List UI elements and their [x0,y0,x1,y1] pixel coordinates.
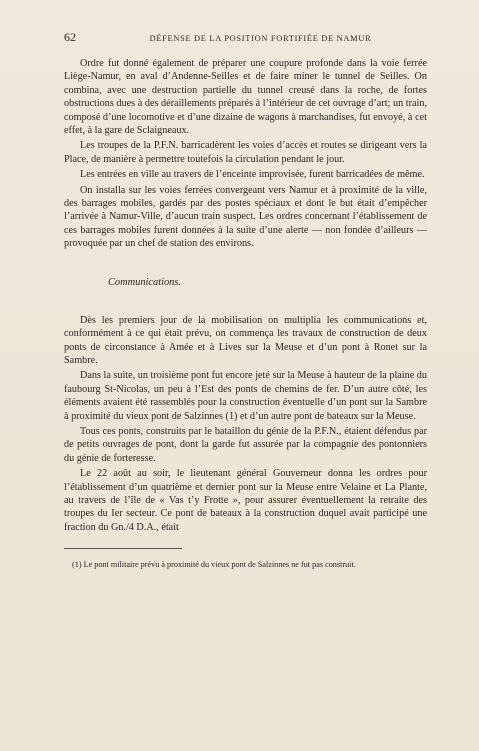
paragraph: Dans la suite, un troisième pont fut encore jeté sur la Meuse à hauteur de la plaine du faubourg St-Nicolas, un peu à l’Est des ponts de chemins de fer. D’un autre côté, les éléments avaient été rassemblés pour la construction éventuelle d’un pont sur la Sambre à proximité du vieux pont de Salzinnes (1) et d’un autre pont de bateaux sur la Meuse. [64,370,427,422]
paragraph: On installa sur les voies ferrées convergeant vers Namur et à proximité de la ville, des barrages mobiles, gardés par des postes spéciaux et dont le but était d’empêcher l’arrivée à Namur-Ville, d’aucun train suspect. Les ordres concernant l’établissement de ces barrages mobiles furent données à la suite d’une alerte — non fondée d’ailleurs — provoquée par un chef de station des environs. [64,184,427,250]
footnote-divider [64,548,182,549]
page-header [64,30,427,45]
section-title: Communications. [108,276,182,288]
paragraph: Ordre fut donné également de préparer une coupure profonde dans la voie ferrée Liège-Namur, en aval d’Andenne-Seilles et de faire miner le tunnel de Seilles. On combina, avec une destruction partielle du tunnel creusé dans la roche, de fortes obstructions dues à des déraillements préparés à l’intérieur de cet ouvrage d’art; un train, composé d’une locomotive et d’une dizaine de wagons à marchandises, fut envoyé, à cet effet, à la gare de Sclaigneaux. [64,58,427,137]
paragraph: Le 22 août au soir, le lieutenant général Gouverneur donna les ordres pour l’établissement d’un quatrième et dernier pont sur la Meuse entre Velaine et La Plante, au travers de l’île de « Vas t’y Frotte », pour assurer éventuellement la retraite des troupes du Ier secteur. Ce pont de bateaux à la construction duquel avait participé une fraction du Gn./4 D.A., était [64,468,427,533]
footnote: (1) Le pont militaire prévu à proximité du vieux pont de Salzinnes ne fut pas construit. [72,560,356,570]
paragraph: Les entrées en ville au travers de l’enceinte improvisée, furent barricadées de même. [80,169,425,181]
paragraph: Tous ces ponts, construits par le bataillon du génie de la P.F.N., étaient défendus par de petits ouvrages de pont, dont la garde fut assurée par la compagnie des pontonniers du génie de forteresse. [64,425,427,464]
paragraph: Les troupes de la P.F.N. barricadèrent les voies d’accès et routes se dirigeant vers la Place, de manière à permettre toutefois la circulation pendant le jour. [64,140,427,165]
running-head: DÉFENSE DE LA POSITION FORTIFIÉE DE NAMUR [149,34,372,43]
paragraph: Dès les premiers jour de la mobilisation on multiplia les communications et, conformément à ce qui était prévu, on commença les travaux de construction de deux ponts de circonstance à Amée et à Lives sur la Meuse et d’un pont à Ronet sur la Sambre. [64,314,427,366]
page-number: 62 [64,30,76,44]
